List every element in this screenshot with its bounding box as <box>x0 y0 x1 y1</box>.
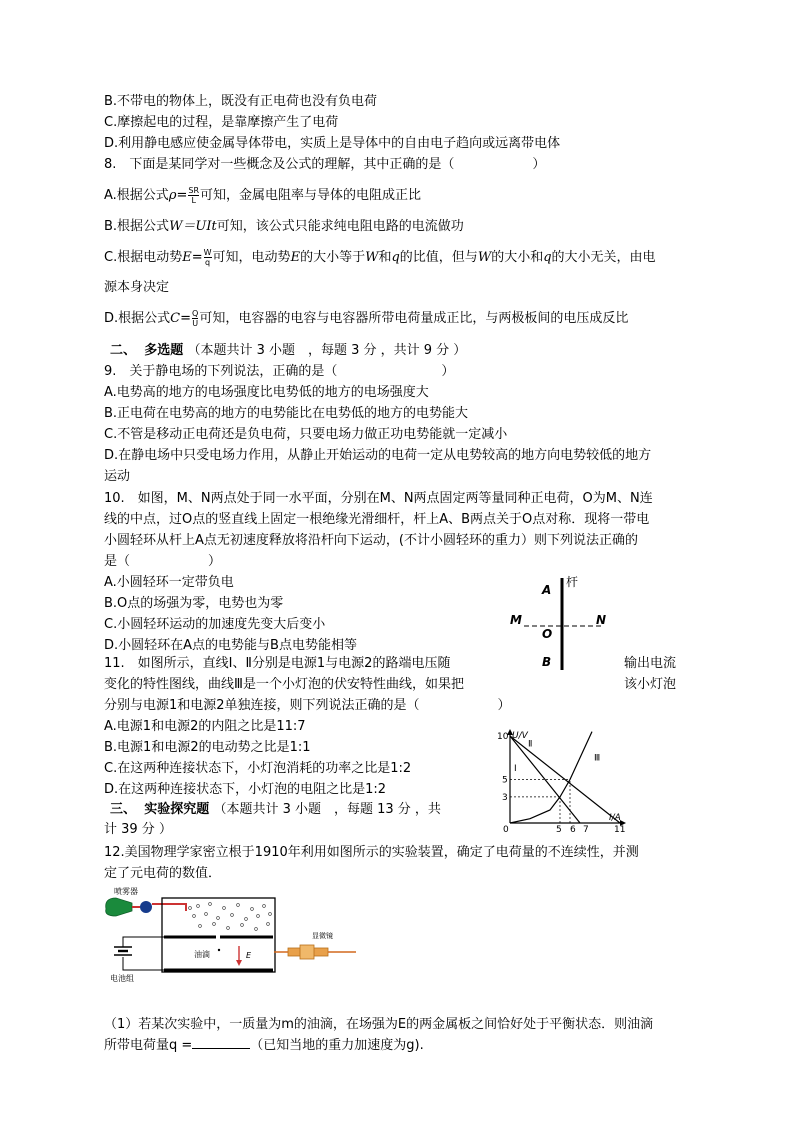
chamber-box <box>162 898 275 972</box>
q9-option-d: D.在静电场中只受电场力作用，从静止开始运动的电荷一定从电势较高的地方向电势较低的地方 <box>104 448 652 463</box>
x-tick-5: 5 <box>556 825 562 835</box>
point-n-label: N <box>596 613 607 627</box>
droplet-16 <box>255 928 258 931</box>
microscope-icon <box>274 945 356 959</box>
q11-option-d: D.在这两种连接状态下，小灯泡的电阻之比是1:2 <box>104 782 387 797</box>
section-2-heading: 二、 多选题 （本题共计 3 小题 ，每题 3 分 ，共计 9 分 ） <box>110 343 467 358</box>
circuit-wire <box>123 937 164 970</box>
q10-stem-line2: 线的中点，过O点的竖直线上固定一根绝缘光滑细杆，杆上A、B两点关于O点对称．现将一带电 <box>104 512 650 527</box>
x-tick-7: 7 <box>583 825 589 835</box>
q8-option-b: B.根据公式W＝UIt可知，该公式只能求纯电阻电路的电流做功 <box>104 219 464 234</box>
q8-option-c: C.根据电动势E= $\frac{W}{q}$ 可知，电动势E的大小等于W和q的比值，但与W的大小和q的大小无关，由电 <box>104 248 656 267</box>
q8-stem: 8. 下面是某同学对一些概念及公式的理解，其中正确的是（ ） <box>104 157 546 172</box>
fraction-q-over-u: $\frac{Q}{U}$ <box>192 309 199 328</box>
series-label-1: Ⅰ <box>514 763 517 774</box>
q11-stem-line1-right: 输出电流 <box>624 656 677 671</box>
q12-stem-line2: 定了元电荷的数值． <box>104 866 222 881</box>
q10-stem-line4: 是（ ） <box>104 554 222 569</box>
answer-blank[interactable] <box>192 1036 250 1049</box>
x-tick-0: 0 <box>503 825 509 835</box>
rod-label: 杆 <box>566 575 579 589</box>
field-label: E <box>246 951 252 960</box>
droplet-10 <box>245 918 248 921</box>
battery-label: 电池组 <box>110 974 134 983</box>
oil-drop-label: 油滴 <box>194 950 210 959</box>
droplet-9 <box>231 914 234 917</box>
droplet-3 <box>237 904 240 907</box>
q7-option-d: D.利用静电感应使金属导体带电，实质上是导体中的自由电子趋向或远离带电体 <box>104 136 561 151</box>
sprayer-nozzle-icon <box>140 901 152 913</box>
field-arrow-head <box>236 960 242 966</box>
x-tick-6: 6 <box>570 825 576 835</box>
point-o-label: O <box>542 627 553 641</box>
millikan-apparatus-diagram <box>98 884 358 984</box>
droplet-12 <box>199 925 202 928</box>
q10-option-a: A.小圆轻环一定带负电 <box>104 575 234 590</box>
q11-option-b: B.电源1和电源2的电动势之比是1:1 <box>104 740 311 755</box>
chart-ylabel: U/V <box>512 731 528 741</box>
droplet-15 <box>241 924 244 927</box>
q8-option-a: A.根据公式ρ= $\frac{SR}{L}$ 可知，金属电阻率与导体的电阻成正比 <box>104 186 422 205</box>
q10-stem-line3: 小圆轻环从杆上A点无初速度释放将沿杆向下运动，(不计小圆轻环的重力）则下列说法正确的 <box>104 533 638 548</box>
droplet-18 <box>189 907 192 910</box>
fraction-sr-over-l: $\frac{SR}{L}$ <box>188 186 200 205</box>
droplet-8 <box>217 917 220 920</box>
droplet-14 <box>227 927 230 930</box>
q11-option-c: C.在这两种连接状态下，小灯泡消耗的功率之比是1:2 <box>104 761 412 776</box>
q12-part1-line1: （1）若某次实验中，一质量为m的油滴，在场强为E的两金属板之间恰好处于平衡状态．则油滴 <box>104 1017 654 1032</box>
q11-stem-line3: 分别与电源1和电源2单独连接，则下列说法正确的是（ ） <box>104 698 511 713</box>
q7-option-b: B.不带电的物体上，既没有正电荷也没有负电荷 <box>104 94 378 109</box>
q10-rod-diagram <box>504 572 616 672</box>
q9-option-d-line2: 运动 <box>104 469 131 484</box>
sprayer-label: 喷雾器 <box>114 887 138 896</box>
droplet-4 <box>251 908 254 911</box>
oil-drop <box>218 949 220 951</box>
q11-stem-line1: 11. 如图所示，直线Ⅰ、Ⅱ分别是电源1与电源2的路端电压随 <box>104 656 451 671</box>
q9-option-c: C.不管是移动正电荷还是负电荷，只要电场力做正功电势能就一定减小 <box>104 427 508 442</box>
q12-stem-line1: 12.美国物理学家密立根于1910年利用如图所示的实验装置，确定了电荷量的不连续性，并测 <box>104 845 639 860</box>
y-tick-5: 5 <box>502 775 508 786</box>
microscope-label: 显微镜 <box>312 932 333 940</box>
q10-stem-line1: 10. 如图，M、N两点处于同一水平面，分别在M、N两点固定两等量同种正电荷，O为M、N连 <box>104 491 653 506</box>
y-tick-3: 3 <box>502 792 508 803</box>
oil-droplets <box>189 903 272 931</box>
q11-option-a: A.电源1和电源2的内阻之比是11:7 <box>104 719 306 734</box>
q7-option-c: C.摩擦起电的过程，是靠摩擦产生了电荷 <box>104 115 339 130</box>
q11-stem-line2-right: 该小灯泡 <box>624 677 677 692</box>
droplet-2 <box>223 907 226 910</box>
series-label-2: Ⅱ <box>528 739 533 750</box>
droplet-1 <box>209 903 212 906</box>
droplet-11 <box>257 915 260 918</box>
q8-option-c-line2: 源本身决定 <box>104 280 170 295</box>
droplet-0 <box>197 905 200 908</box>
q10-option-c: C.小圆轻环运动的加速度先变大后变小 <box>104 617 326 632</box>
x-tick-11: 11 <box>614 825 626 835</box>
droplet-6 <box>193 915 196 918</box>
q10-option-b: B.O点的场强为零，电势也为零 <box>104 596 284 611</box>
point-b-label: B <box>542 655 552 669</box>
point-m-label: M <box>510 613 522 627</box>
q9-option-b: B.正电荷在电势高的地方的电势能比在电势低的地方的电势能大 <box>104 406 469 421</box>
droplet-7 <box>205 913 208 916</box>
section-3-heading: 三、 实验探究题 （本题共计 3 小题 ，每题 13 分 ，共 <box>110 802 441 817</box>
sprayer-bulb-icon <box>106 898 132 916</box>
droplet-5 <box>263 905 266 908</box>
droplet-13 <box>213 923 216 926</box>
section-3-heading-line2: 计 39 分 ） <box>104 822 172 837</box>
chart-xlabel: I/A <box>609 813 621 823</box>
series-label-3: Ⅲ <box>594 753 601 764</box>
q9-stem: 9. 关于静电场的下列说法，正确的是（ ） <box>104 364 455 379</box>
q11-stem-line2: 变化的特性图线，曲线Ⅲ是一个小灯泡的伏安特性曲线，如果把 <box>104 677 464 692</box>
y-tick-10: 10 <box>497 732 509 742</box>
q12-part1-line2: 所带电荷量q = （已知当地的重力加速度为g). <box>104 1038 424 1053</box>
fraction-w-over-q: $\frac{W}{q}$ <box>203 248 212 267</box>
q10-option-d: D.小圆轻环在A点的电势能与B点电势能相等 <box>104 638 357 653</box>
q8-option-d: D.根据公式C= $\frac{Q}{U}$ 可知，电容器的电容与电容器所带电荷量成正比，与两极板间的电压成反比 <box>104 309 629 328</box>
q9-option-a: A.电势高的地方的电场强度比电势低的地方的电场强度大 <box>104 385 429 400</box>
point-a-label: A <box>542 583 552 597</box>
droplet-17 <box>267 923 270 926</box>
droplet-19 <box>269 913 272 916</box>
q11-ui-chart <box>492 728 628 836</box>
